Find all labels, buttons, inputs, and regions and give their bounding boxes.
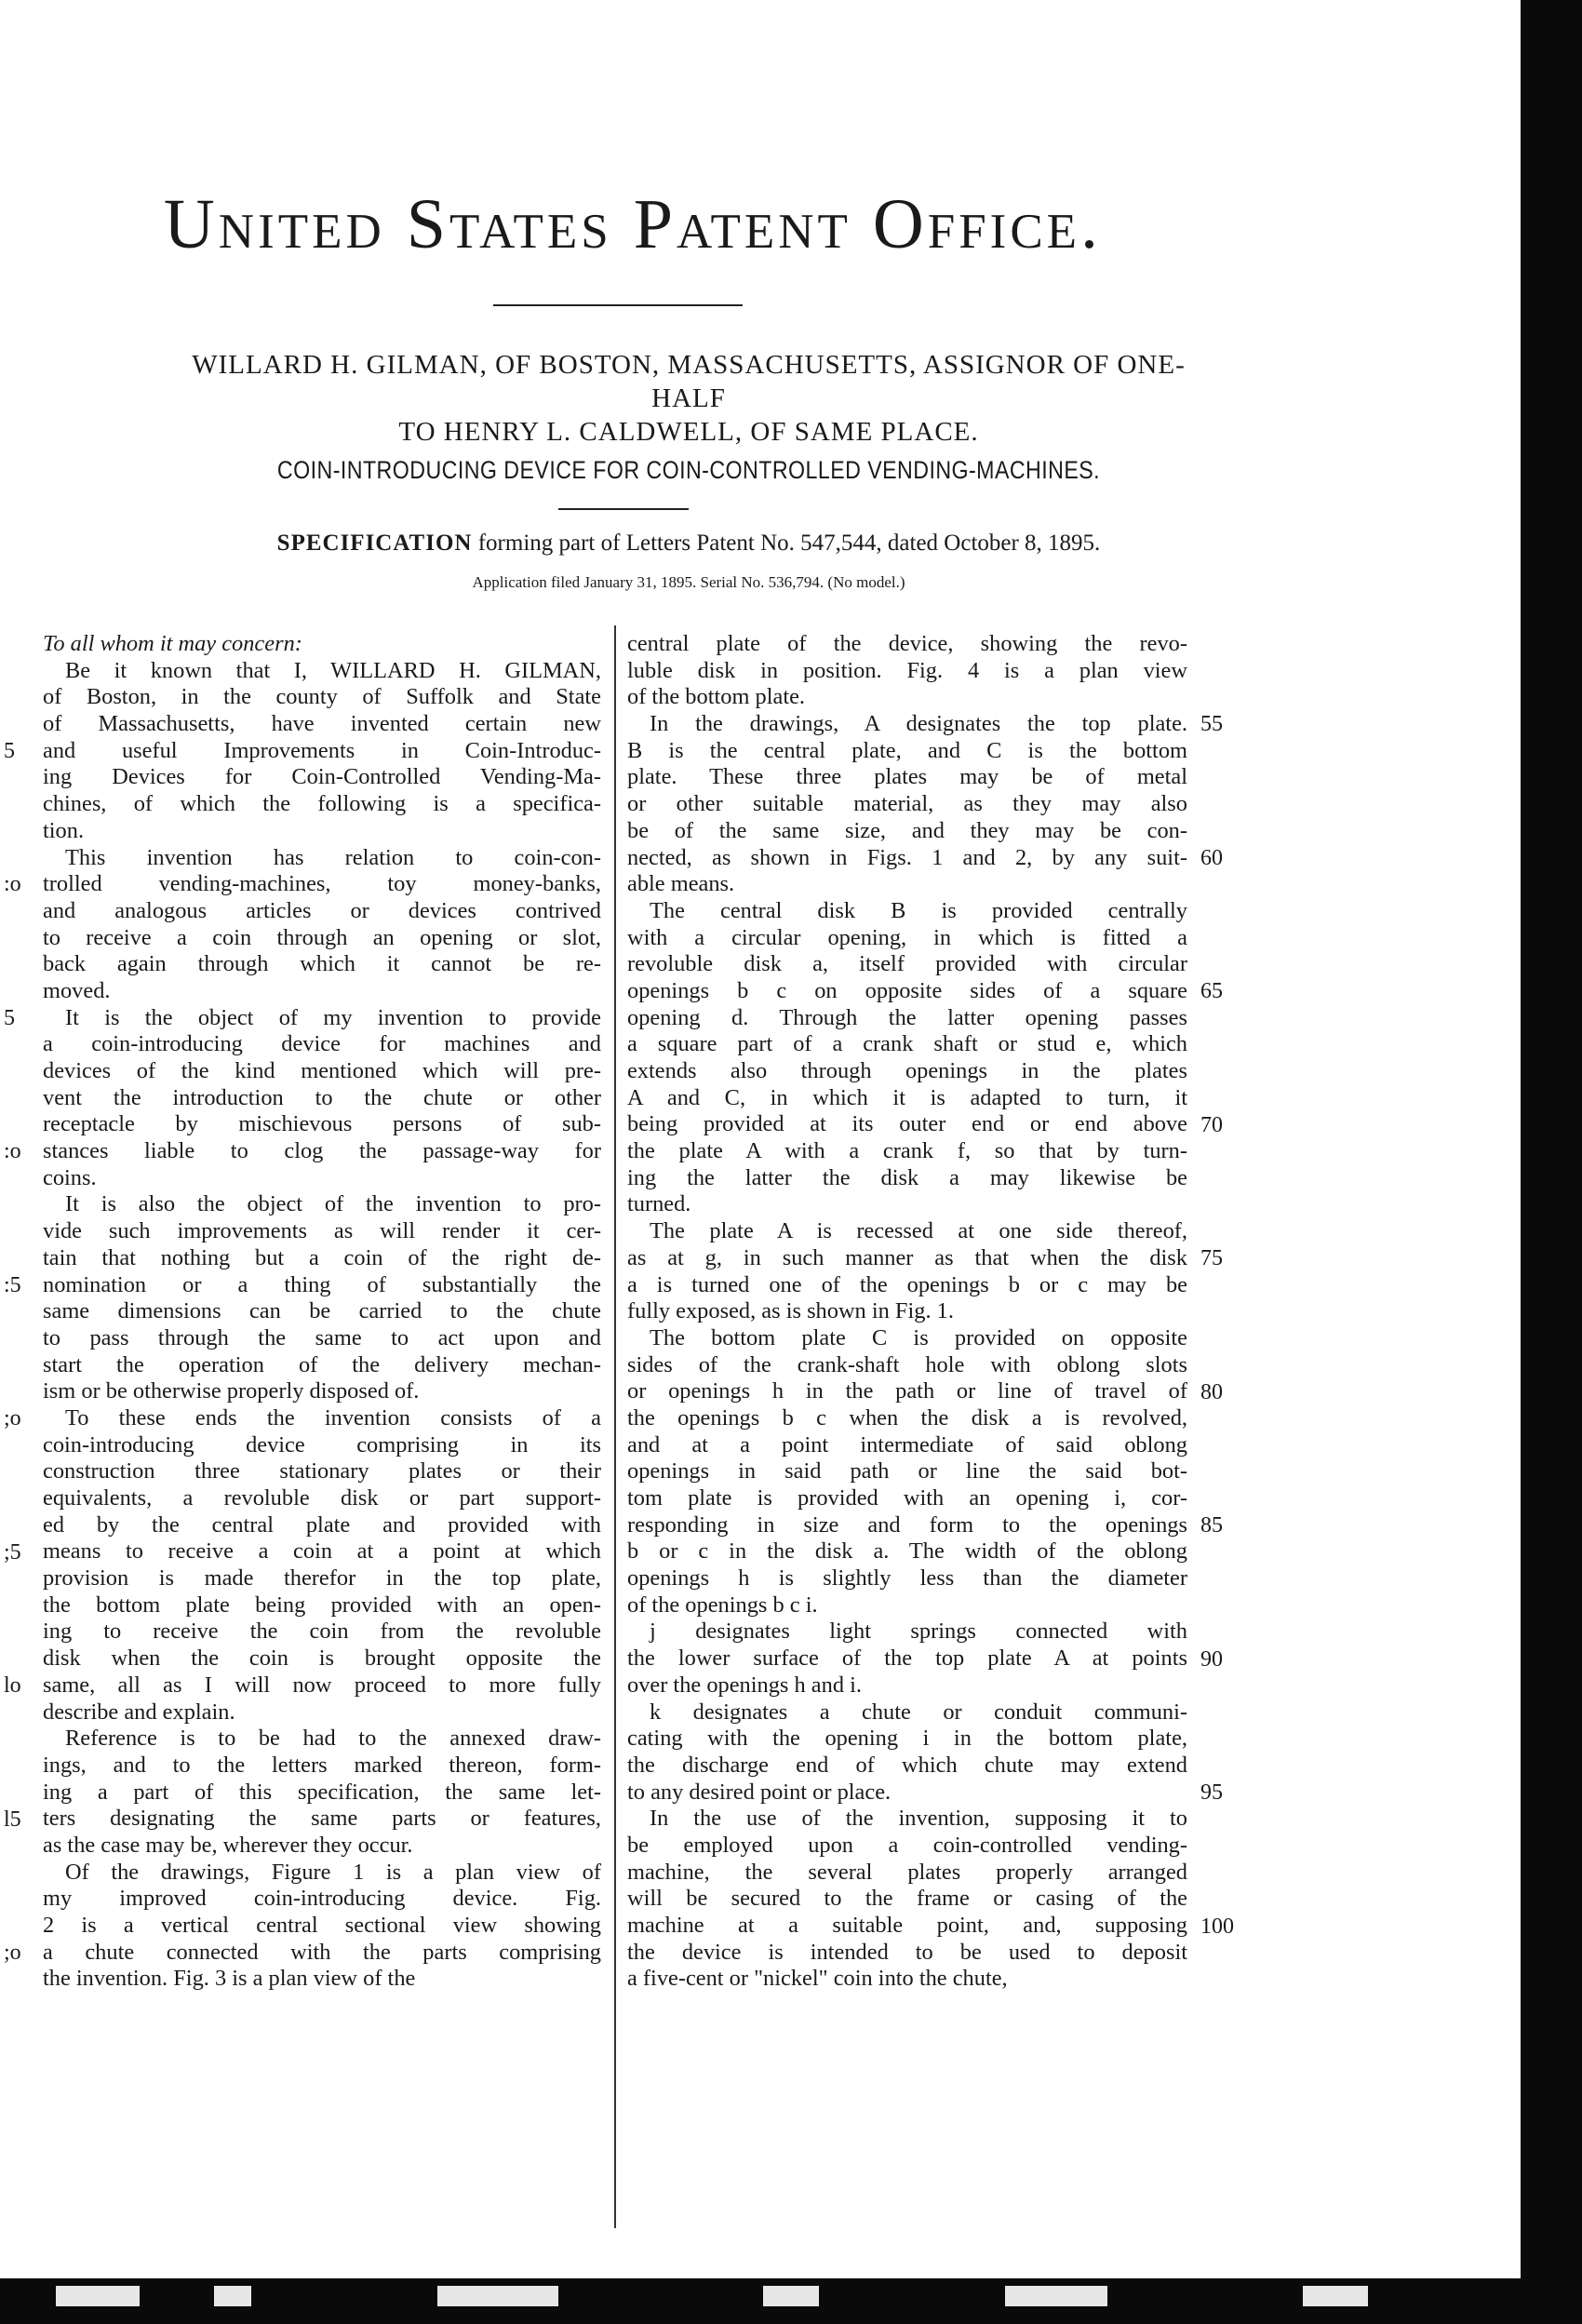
text-line: In the drawings, A designates the top plate. bbox=[650, 711, 1187, 737]
text-line: devices of the kind mentioned which will pre- bbox=[43, 1058, 601, 1083]
text-line: b or c in the disk a. The width of the oblong bbox=[627, 1538, 1187, 1565]
text-line: B is the central plate, and C is the bottom bbox=[627, 737, 1187, 763]
text-line: describe and explain. bbox=[43, 1699, 235, 1725]
text-line: to any desired point or place. bbox=[627, 1779, 892, 1805]
text-line: turned. bbox=[627, 1191, 691, 1217]
text-line: over the openings h and i. bbox=[627, 1672, 862, 1698]
line-number: :5 bbox=[4, 1272, 21, 1297]
text-line: sides of the crank-shaft hole with oblong slots bbox=[627, 1351, 1187, 1377]
text-line: chines, of which the following is a specifica- bbox=[43, 791, 601, 817]
text-line: fully exposed, as is shown in Fig. 1. bbox=[627, 1298, 954, 1324]
text-line: the device is intended to be used to deposit bbox=[627, 1939, 1187, 1965]
line-number: ;5 bbox=[4, 1539, 21, 1565]
inventor-line-2: TO HENRY L. CALDWELL, OF SAME PLACE. bbox=[398, 417, 979, 447]
line-number: ;o bbox=[4, 1941, 21, 1966]
text-line: trolled vending-machines, toy money-banks, bbox=[43, 871, 601, 897]
text-line: tain that nothing but a coin of the right de- bbox=[43, 1244, 601, 1270]
office-title: United States Patent Office. bbox=[163, 185, 1103, 263]
text-line: same dimensions can be carried to the chute bbox=[43, 1298, 601, 1324]
text-line: the bottom plate being provided with an open- bbox=[43, 1592, 601, 1618]
text-line: and at a point intermediate of said oblong bbox=[627, 1431, 1187, 1458]
text-line: nected, as shown in Figs. 1 and 2, by any suit- bbox=[627, 844, 1187, 870]
text-line: back again through which it cannot be re- bbox=[43, 951, 601, 977]
text-line: 2 is a vertical central sectional view showing bbox=[43, 1913, 601, 1938]
text-line: openings b c on opposite sides of a square bbox=[627, 977, 1187, 1003]
text-line: as the case may be, wherever they occur. bbox=[43, 1832, 413, 1858]
text-line: k designates a chute or conduit communi- bbox=[650, 1699, 1187, 1725]
text-line: revoluble disk a, itself provided with circular bbox=[627, 951, 1187, 977]
text-line: stances liable to clog the passage-way for bbox=[43, 1138, 601, 1164]
line-number: 90 bbox=[1200, 1646, 1223, 1672]
text-line: to pass through the same to act upon and bbox=[43, 1324, 601, 1350]
invention-rule bbox=[558, 508, 689, 510]
scan-edge-bottom bbox=[0, 2278, 1582, 2324]
text-line: with a circular opening, in which is fitted a bbox=[627, 924, 1187, 950]
text-line: ism or be otherwise properly disposed of. bbox=[43, 1378, 420, 1404]
text-line: openings h is slightly less than the diameter bbox=[627, 1565, 1187, 1592]
text-line: vide such improvements as will render it cer- bbox=[43, 1218, 601, 1244]
line-number: :o bbox=[4, 872, 21, 897]
text-line: means to receive a coin at a point at which bbox=[43, 1538, 601, 1565]
text-line: moved. bbox=[43, 977, 111, 1003]
text-line: Be it known that I, WILLARD H. GILMAN, bbox=[65, 657, 601, 683]
text-line: or other suitable material, as they may also bbox=[627, 791, 1187, 817]
line-number: 60 bbox=[1200, 845, 1223, 870]
text-line: extends also through openings in the plates bbox=[627, 1058, 1187, 1083]
text-line: ing a part of this specification, the same let- bbox=[43, 1779, 601, 1805]
text-line: being provided at its outer end or end above bbox=[627, 1111, 1187, 1137]
line-number: 85 bbox=[1200, 1513, 1223, 1538]
text-line: a is turned one of the openings b or c may be bbox=[627, 1271, 1187, 1297]
text-line: ing Devices for Coin-Controlled Vending-Ma- bbox=[43, 764, 601, 790]
text-line: The central disk B is provided centrally bbox=[650, 897, 1187, 923]
specification-line bbox=[112, 531, 1266, 557]
line-number: 55 bbox=[1200, 712, 1223, 737]
text-line: receptacle by mischievous persons of sub- bbox=[43, 1111, 601, 1137]
text-line: The plate A is recessed at one side thereof, bbox=[650, 1218, 1187, 1244]
text-line: responding in size and form to the openings bbox=[627, 1511, 1187, 1538]
text-line: To all whom it may concern: bbox=[43, 631, 302, 656]
text-line: nomination or a thing of substantially the bbox=[43, 1271, 601, 1297]
text-line: coins. bbox=[43, 1164, 97, 1190]
text-line: my improved coin-introducing device. Fig. bbox=[43, 1886, 601, 1912]
line-number: 95 bbox=[1200, 1780, 1223, 1806]
specification-rest: forming part of Letters Patent No. 547,544, dated October 8, 1895. bbox=[472, 531, 1101, 556]
text-line: ing to receive the coin from the revoluble bbox=[43, 1619, 601, 1645]
text-line: It is the object of my invention to provide bbox=[65, 1004, 601, 1030]
text-line: construction three stationary plates or their bbox=[43, 1458, 601, 1484]
text-line: It is also the object of the invention to pro- bbox=[65, 1191, 601, 1217]
text-line: the discharge end of which chute may extend bbox=[627, 1752, 1187, 1778]
text-line: plate. These three plates may be of metal bbox=[627, 764, 1187, 790]
title-rule bbox=[493, 304, 743, 306]
text-line: central plate of the device, showing the revo- bbox=[627, 631, 1187, 656]
line-number: 5 bbox=[4, 738, 15, 763]
text-line: or openings h in the path or line of travel of bbox=[627, 1378, 1187, 1404]
text-line: and analogous articles or devices contrived bbox=[43, 897, 601, 923]
invention-title: COIN-INTRODUCING DEVICE FOR COIN-CONTROLLED VENDING-MACHINES. bbox=[276, 456, 1101, 484]
text-line: able means. bbox=[627, 871, 735, 897]
text-line: coin-introducing device comprising in its bbox=[43, 1431, 601, 1458]
text-line: ings, and to the letters marked thereon, form- bbox=[43, 1752, 601, 1778]
text-line: and useful Improvements in Coin-Introduc- bbox=[43, 737, 601, 763]
text-line: start the operation of the delivery mechan- bbox=[43, 1351, 601, 1377]
line-number: ;o bbox=[4, 1406, 21, 1431]
text-line: cating with the opening i in the bottom plate, bbox=[627, 1726, 1187, 1752]
text-line: be employed upon a coin-controlled vending- bbox=[627, 1832, 1187, 1858]
text-line: The bottom plate C is provided on opposite bbox=[650, 1324, 1187, 1350]
text-line: luble disk in position. Fig. 4 is a plan view bbox=[627, 657, 1187, 683]
line-number: 5 bbox=[4, 1005, 15, 1030]
text-line: a square part of a crank shaft or stud e, which bbox=[627, 1031, 1187, 1057]
text-line: In the use of the invention, supposing it to bbox=[650, 1806, 1187, 1832]
text-line: provision is made therefor in the top plate, bbox=[43, 1565, 601, 1592]
text-line: to receive a coin through an opening or slot, bbox=[43, 924, 601, 950]
text-line: of the openings b c i. bbox=[627, 1592, 818, 1618]
line-number: 65 bbox=[1200, 979, 1223, 1004]
left-column bbox=[43, 631, 601, 1993]
application-line: Application filed January 31, 1895. Serial No. 536,794. (No model.) bbox=[472, 573, 905, 591]
line-number: 70 bbox=[1200, 1112, 1223, 1137]
text-line: of Boston, in the county of Suffolk and State bbox=[43, 684, 601, 710]
text-line: machine, the several plates properly arranged bbox=[627, 1859, 1187, 1885]
line-number: 75 bbox=[1200, 1246, 1223, 1271]
text-line: tom plate is provided with an opening i, cor- bbox=[627, 1485, 1187, 1511]
text-line: disk when the coin is brought opposite the bbox=[43, 1646, 601, 1672]
text-line: equivalents, a revoluble disk or part support- bbox=[43, 1485, 601, 1511]
line-number: l5 bbox=[4, 1807, 21, 1832]
text-line: j designates light springs connected with bbox=[650, 1619, 1187, 1645]
text-line: This invention has relation to coin-con- bbox=[65, 844, 601, 870]
text-line: of Massachusetts, have invented certain new bbox=[43, 711, 601, 737]
text-line: the invention. Fig. 3 is a plan view of the bbox=[43, 1966, 416, 1992]
text-line: Reference is to be had to the annexed draw- bbox=[65, 1726, 601, 1752]
line-number: 80 bbox=[1200, 1379, 1223, 1404]
scan-edge-right bbox=[1521, 0, 1582, 2324]
text-line: of the bottom plate. bbox=[627, 684, 806, 710]
text-line: vent the introduction to the chute or other bbox=[43, 1084, 601, 1110]
column-divider bbox=[614, 625, 616, 2228]
text-line: be of the same size, and they may be con- bbox=[627, 817, 1187, 843]
text-line: will be secured to the frame or casing of the bbox=[627, 1886, 1187, 1912]
text-line: the plate A with a crank f, so that by turn- bbox=[627, 1138, 1187, 1164]
text-line: tion. bbox=[43, 817, 85, 843]
text-line: A and C, in which it is adapted to turn, it bbox=[627, 1084, 1187, 1110]
text-line: a chute connected with the parts comprising bbox=[43, 1939, 601, 1965]
text-line: a coin-introducing device for machines and bbox=[43, 1031, 601, 1057]
line-number: :o bbox=[4, 1139, 21, 1164]
text-line: the openings b c when the disk a is revolved, bbox=[627, 1404, 1187, 1431]
text-line: as at g, in such manner as that when the disk bbox=[627, 1244, 1187, 1270]
text-line: ed by the central plate and provided with bbox=[43, 1511, 601, 1538]
line-number: lo bbox=[4, 1673, 21, 1699]
text-line: To these ends the invention consists of a bbox=[65, 1404, 601, 1431]
text-line: openings in said path or line the said bot- bbox=[627, 1458, 1187, 1484]
line-number: 100 bbox=[1200, 1914, 1234, 1939]
text-line: machine at a suitable point, and, supposing bbox=[627, 1913, 1187, 1938]
text-line: Of the drawings, Figure 1 is a plan view of bbox=[65, 1859, 601, 1885]
text-line: opening d. Through the latter opening passes bbox=[627, 1004, 1187, 1030]
text-line: ing the latter the disk a may likewise be bbox=[627, 1164, 1187, 1190]
text-line: a five-cent or "nickel" coin into the chute, bbox=[627, 1966, 1008, 1992]
text-line: the lower surface of the top plate A at points bbox=[627, 1646, 1187, 1672]
specification-lead: SPECIFICATION bbox=[276, 531, 473, 556]
inventor-block bbox=[168, 348, 1210, 449]
right-column bbox=[627, 631, 1187, 1993]
inventor-line-1: WILLARD H. GILMAN, OF BOSTON, MASSACHUSETTS, ASSIGNOR OF ONE-HALF bbox=[192, 350, 1186, 413]
text-line: ters designating the same parts or features, bbox=[43, 1806, 601, 1832]
text-line: same, all as I will now proceed to more fully bbox=[43, 1672, 601, 1698]
